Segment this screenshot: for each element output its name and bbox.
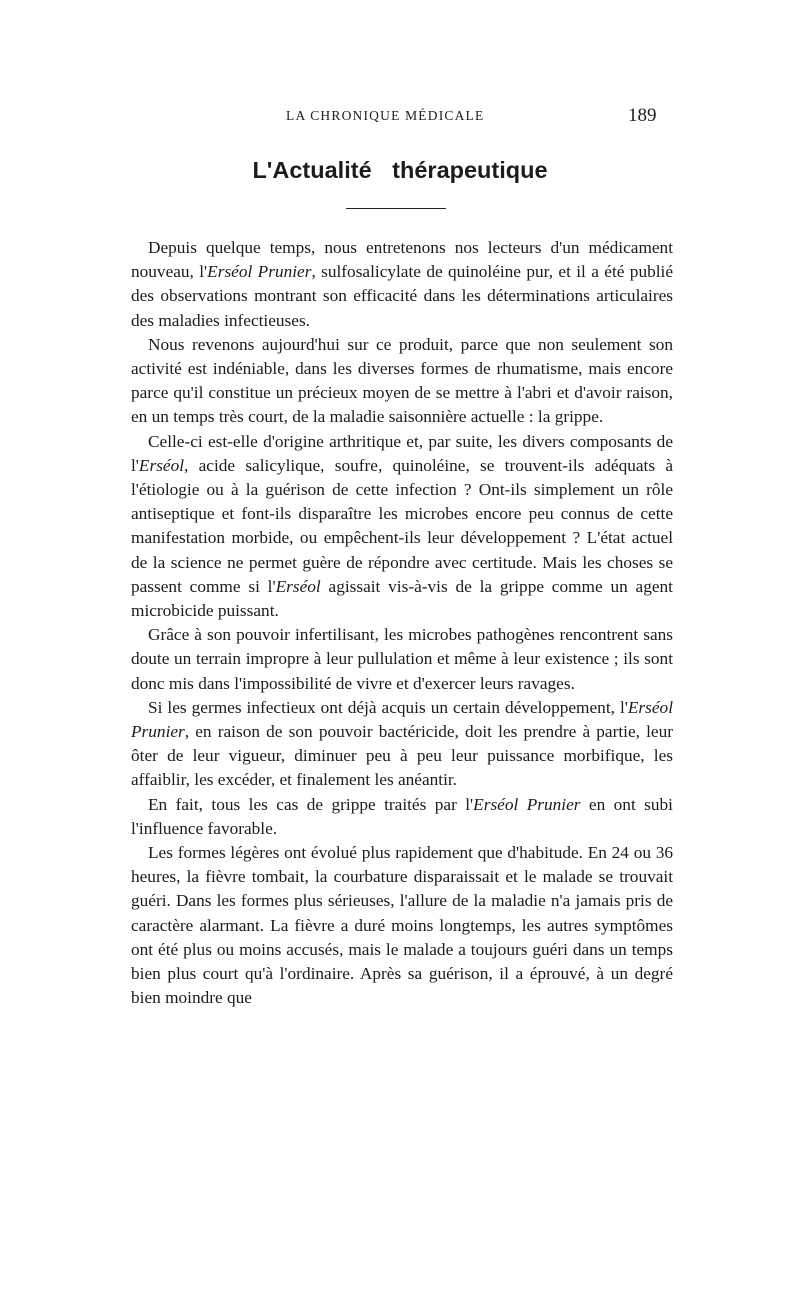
journal-title: LA CHRONIQUE MÉDICALE xyxy=(286,108,485,123)
text-run: , acide salicylique, soufre, quinoléine, se trouvent-ils adéquats à l'étiologie ou à la guérison de cette infection ? Ont-ils simplement un rôle antiseptique et font-ils disparaître les microbes encore peu connus de cette manifestation morbide, ou empêchent-ils leur développement ? L'état actuel de la science ne permet guère de répondre avec certitude. Mais les choses se passent comme si l' xyxy=(131,455,673,596)
text-run: Celle-ci est-elle d'origine arthritique et, par suite, les divers composants de l' xyxy=(131,431,673,475)
text-run: En fait, tous les cas de grippe traités par l' xyxy=(148,794,474,814)
article-title: L'Actualité thérapeutique xyxy=(252,157,548,183)
page-number: 189 xyxy=(628,105,657,126)
body-paragraph xyxy=(131,236,673,333)
text-run: Les formes légères ont évolué plus rapidement que d'habitude. En 24 ou 36 heures, la fièvre tombait, la courbature disparaissait et le malade se trouvait guéri. Dans les formes plus sérieuses, l'allure de la maladie n'a jamais pris de caractère alarmant. La fièvre a duré moins longtemps, les autres symptômes ont été plus ou moins accusés, mais le malade a toujours guéri dans un temps bien plus court qu'à l'ordinaire. Après sa guérison, il a éprouvé, à un degré bien moindre que xyxy=(131,843,673,1008)
body-paragraph xyxy=(131,623,673,696)
text-run: Grâce à son pouvoir infertilisant, les microbes pathogènes rencontrent sans doute un terrain impropre à leur pullulation et même à leur existence ; ils sont donc mis dans l'impossibilité de vivre et d'exercer leurs ravages. xyxy=(131,625,673,693)
product-name: Erséol Prunier xyxy=(131,697,673,742)
body-paragraph xyxy=(131,430,673,624)
article-body xyxy=(131,236,673,1011)
text-run: Depuis quelque temps, nous entretenons nos lecteurs d'un médicament nouveau, l' xyxy=(131,238,673,282)
product-name: Erséol xyxy=(138,455,185,475)
product-name: Erséol Prunier xyxy=(473,794,581,814)
running-header xyxy=(0,105,800,131)
body-paragraph xyxy=(131,841,673,1010)
product-name: Erséol xyxy=(275,576,321,596)
text-run: en ont subi l'influence favorable. xyxy=(131,794,673,838)
text-run: agissait vis-à-vis de la grippe comme un agent microbicide puissant. xyxy=(131,576,673,621)
text-run: Si les germes infectieux ont déjà acquis un certain développement, l' xyxy=(148,697,628,717)
body-paragraph xyxy=(131,696,673,793)
body-paragraph xyxy=(131,333,673,430)
body-paragraph xyxy=(131,793,673,841)
text-run: Nous revenons aujourd'hui sur ce produit, parce que non seulement son activité est indéniable, dans les diverses formes de rhumatisme, mais encore parce qu'il constitue un précieux moyen de se mettre à l'abri et d'avoir raison, en un temps très court, de la maladie saisonnière actuelle : la grippe. xyxy=(131,334,673,427)
text-run: , en raison de son pouvoir bactéricide, doit les prendre à partie, leur ôter de leur vigueur, diminuer peu à peu leur puissance morbifique, les affaiblir, les excéder, et finalement les anéantir. xyxy=(131,722,673,790)
title-divider xyxy=(346,208,446,209)
text-run: , sulfosalicylate de quinoléine pur, et il a été publié des observations montrant son efficacité dans les déterminations articulaires des maladies infectieuses. xyxy=(131,262,673,330)
product-name: Erséol Prunier xyxy=(207,262,312,282)
